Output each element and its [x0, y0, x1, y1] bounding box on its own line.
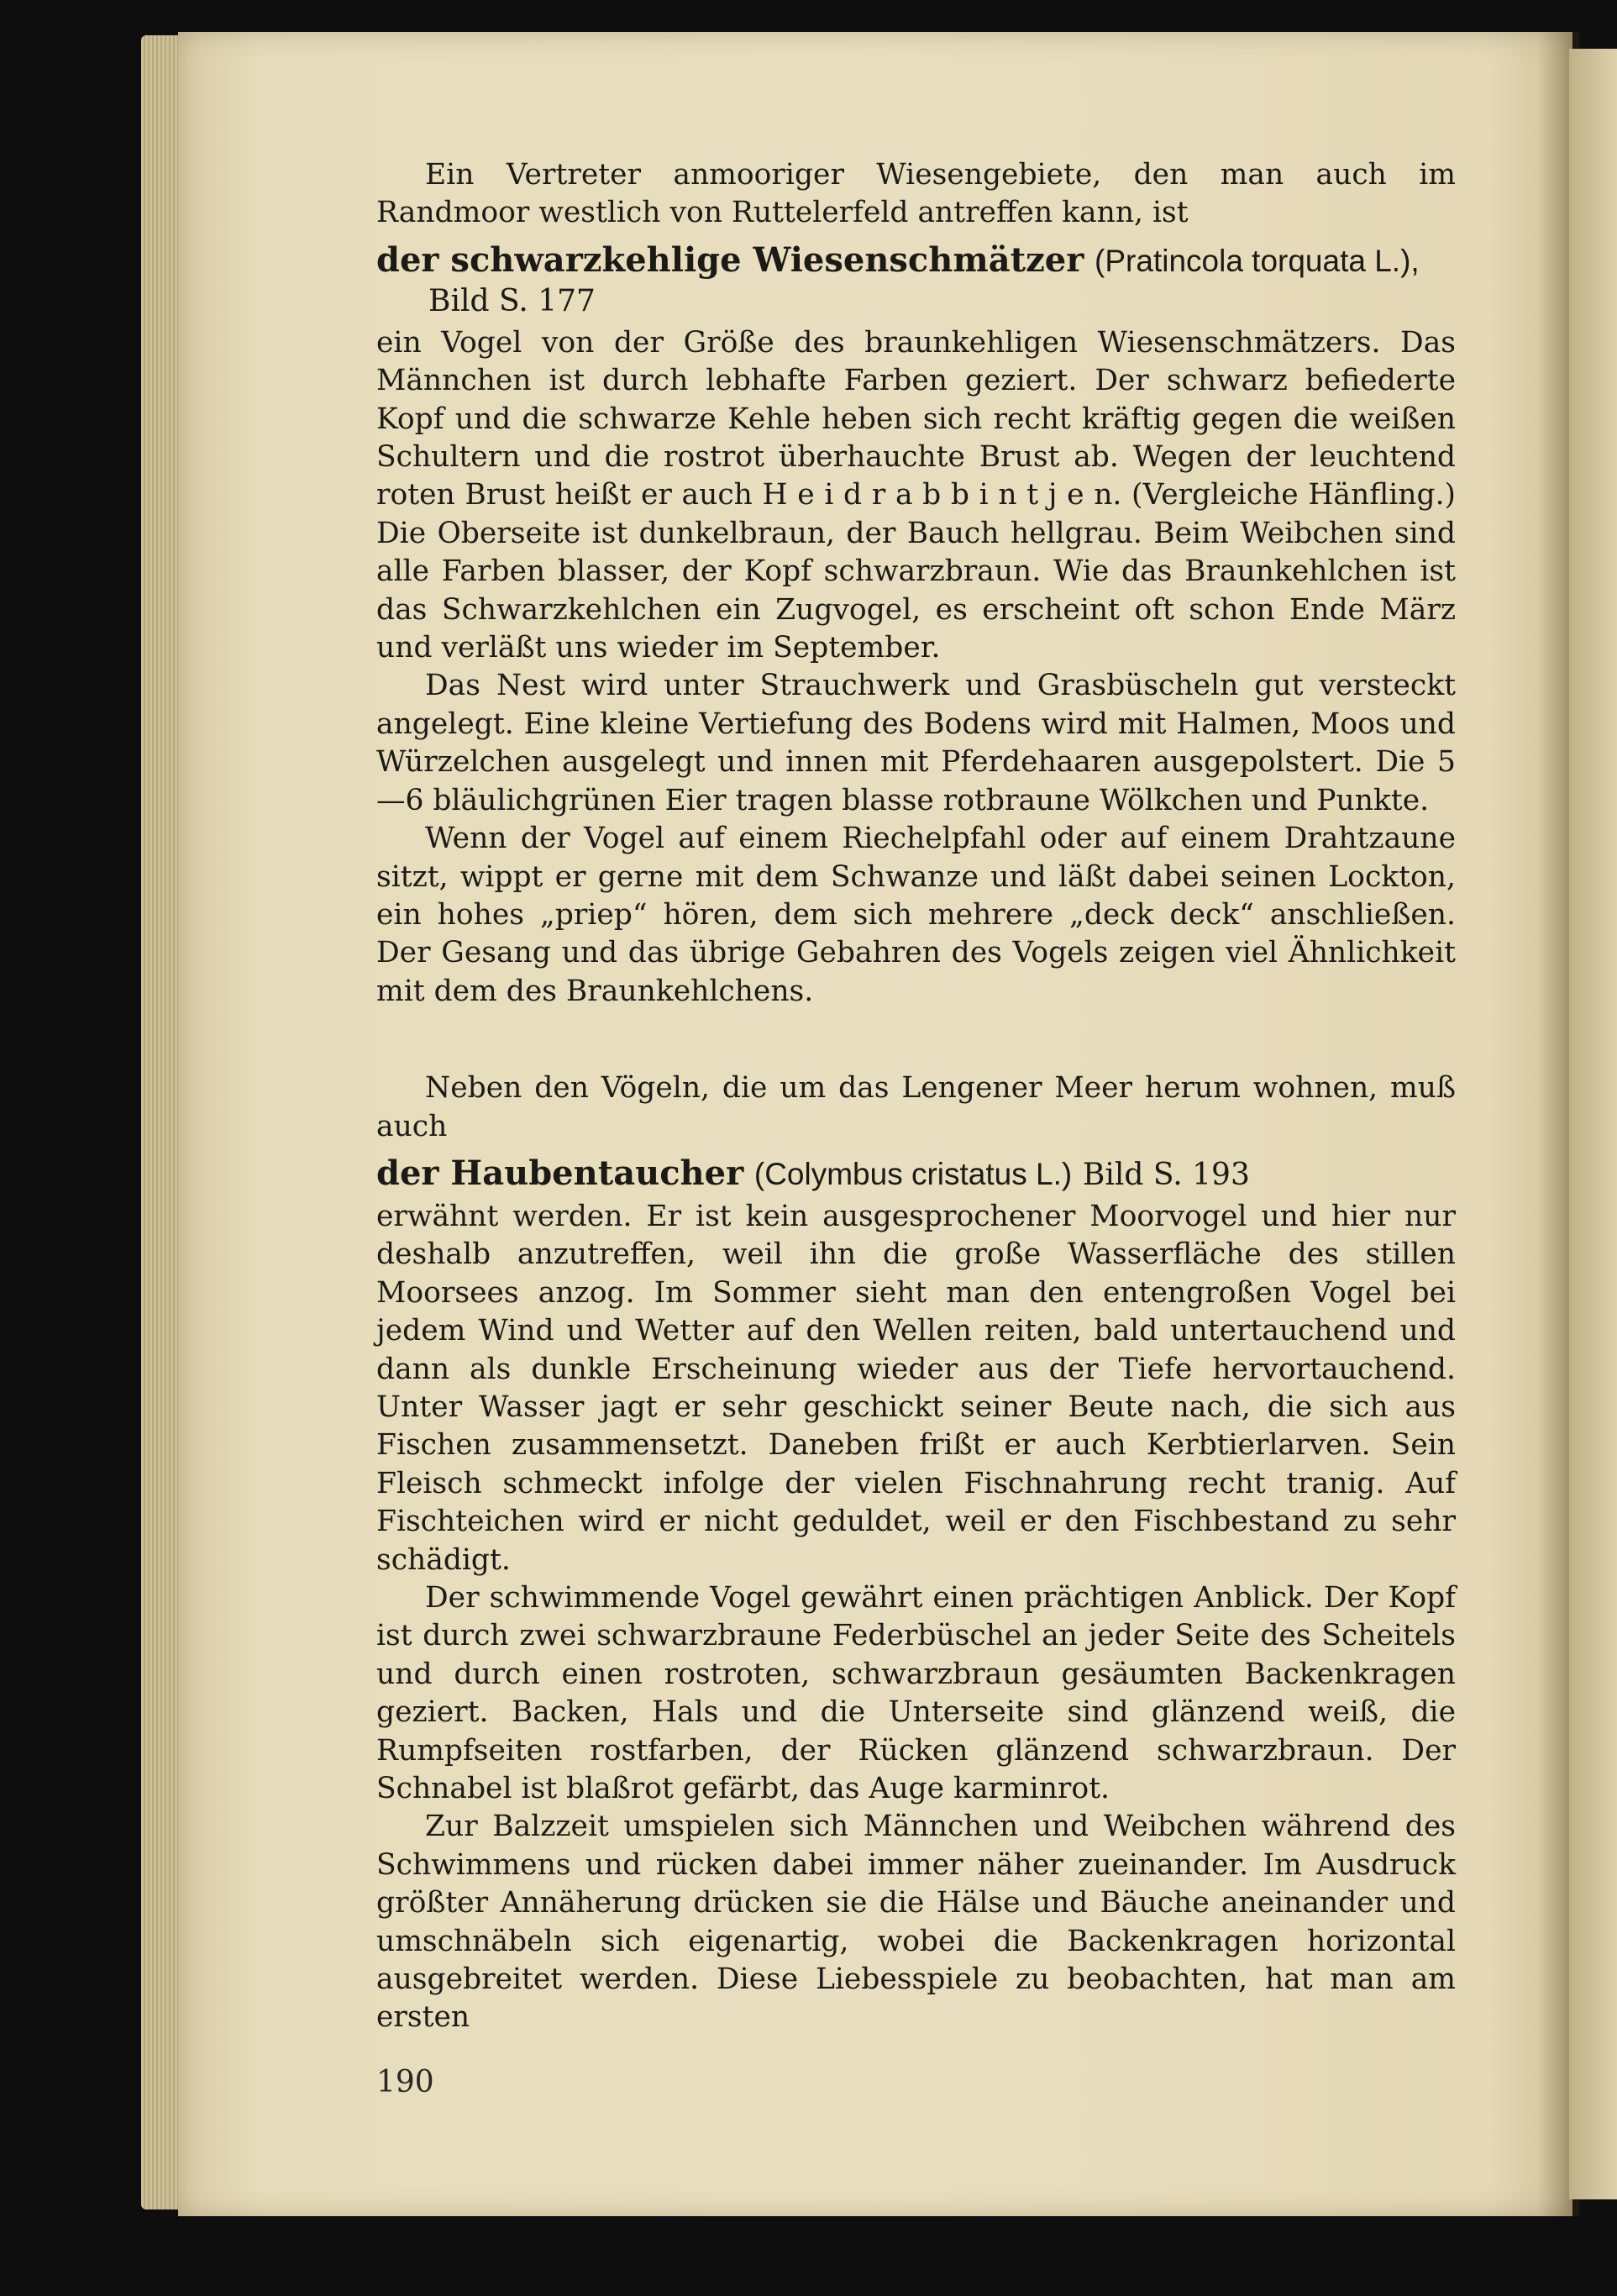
paragraph: ein Vogel von der Größe des braunkehligen Wiesenschmätzers. Das Männchen ist durch lebhafte Farben geziert. Der schwarz befiederte Kopf und die schwarze Kehle heben sich recht kräftig gegen die weißen Schultern und die rostrot überhauchte Brust ab. Wegen der leuchtend roten Brust heißt er auch H e i d r a b b i n t j e n. (Vergleiche Hänfling.) Die Oberseite ist dunkelbraun, der Bauch hellgrau. Beim Weibchen sind alle Farben blasser, der Kopf schwarzbraun. Wie das Braunkehlchen ist das Schwarzkehlchen ein Zugvogel, es erscheint oft schon Ende März und verläßt uns wieder im September. [376, 325, 1456, 665]
paragraph: erwähnt werden. Er ist kein ausgesprochener Moorvogel und hier nur deshalb anzutreffen, weil ihn die große Wasserfläche des stillen Moorsees anzog. Im Sommer sieht man den entengroßen Vogel bei jedem Wind und Wetter auf den Wellen reiten, bald untertauchend und dann als dunkle Erscheinung wieder aus der Tiefe hervortauchend. Unter Wasser jagt er sehr geschickt seiner Beute nach, die sich aus Fischen zusammensetzt. Daneben frißt er auch Kerbtierlarven. Sein Fleisch schmeckt infolge der vielen Fischnahrung recht tranig. Auf Fischteichen wird er nicht geduldet, weil er den Fischbestand zu sehr schädigt. [376, 1199, 1456, 1577]
paragraph: Neben den Vögeln, die um das Lengener Meer herum wohnen, muß auch [376, 1071, 1456, 1143]
figure-reference: Bild S. 193 [1082, 1157, 1250, 1192]
paragraph: Ein Vertreter anmooriger Wiesengebiete, den man auch im Randmoor westlich von Ruttelerfeld antreffen kann, ist [376, 158, 1456, 230]
paragraph: Der schwimmende Vogel gewährt einen prächtigen Anblick. Der Kopf ist durch zwei schwarzbraune Federbüschel an jeder Seite des Scheitels und durch einen rostroten, schwarzbraun gesäumten Backenkragen geziert. Backen, Hals und die Unterseite sind glänzend weiß, die Rumpfseiten rostfarben, der Rücken glänzend schwarzbraun. Der Schnabel ist blaßrot gefärbt, das Auge karminrot. [376, 1581, 1456, 1806]
facing-page-edge [1569, 49, 1617, 2199]
species-heading [376, 1154, 1456, 1195]
species-name: der schwarzkehlige Wiesenschmätzer [376, 239, 1084, 280]
paragraph: Wenn der Vogel auf einem Riechelpfahl oder auf einem Drahtzaune sitzt, wippt er gerne mit dem Schwanze und läßt dabei seinen Lockton, ein hohes „priep“ hören, dem sich mehrere „deck deck“ anschließen. Der Gesang und das übrige Gebahren des Vogels zeigen viel Ähnlichkeit mit dem des Braunkehlchens. [376, 822, 1456, 1008]
species-name: der Haubentaucher [376, 1153, 744, 1193]
page-number: 190 [376, 2065, 434, 2099]
species-heading [376, 241, 1456, 321]
paragraph: Das Nest wird unter Strauchwerk und Grasbüscheln gut versteckt angelegt. Eine kleine Vertiefung des Bodens wird mit Halmen, Moos und Würzelchen ausgelegt und innen mit Pferdehaaren ausgepolstert. Die 5—6 bläulichgrünen Eier tragen blasse rotbraune Wölkchen und Punkte. [376, 669, 1456, 817]
latin-name: (Pratincola torquata L.), [1095, 243, 1420, 278]
section-gap [376, 1011, 1456, 1069]
latin-name: (Colymbus cristatus L.) [753, 1156, 1073, 1191]
page-text [376, 156, 1456, 2037]
figure-reference: Bild S. 177 [428, 283, 596, 318]
paragraph: Zur Balzzeit umspielen sich Männchen und Weibchen während des Schwimmens und rücken dabei immer näher zueinander. Im Ausdruck größter Annäherung drücken sie die Hälse und Bäuche aneinander und umschnäbeln sich eigenartig, wobei die Backenkragen horizontal ausgebreitet werden. Diese Liebesspiele zu beobachten, hat man am ersten [376, 1810, 1456, 2035]
